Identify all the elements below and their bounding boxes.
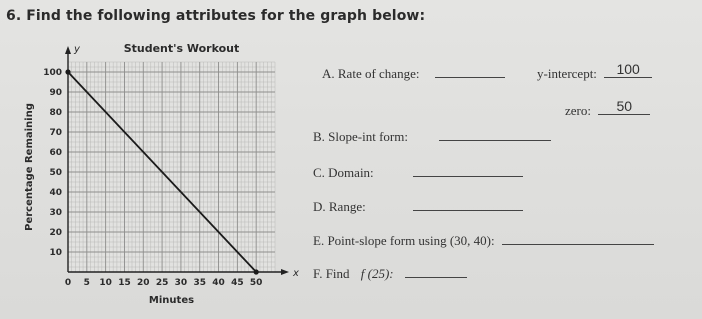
x-axis-letter: x xyxy=(293,268,299,279)
zero-label: zero: xyxy=(565,103,591,118)
data-point xyxy=(65,69,70,74)
x-tick-label: 25 xyxy=(155,278,169,288)
point-slope-blank[interactable] xyxy=(502,232,654,245)
y-tick-label: 100 xyxy=(43,68,62,78)
x-tick-label: 50 xyxy=(249,278,263,288)
chart-svg xyxy=(20,40,310,310)
y-tick-label: 30 xyxy=(49,208,62,218)
rate-of-change-blank[interactable] xyxy=(435,65,505,78)
y-tick-label: 70 xyxy=(49,128,62,138)
y-axis-letter: y xyxy=(74,44,80,55)
find-f-question xyxy=(313,265,467,282)
y-tick-label: 60 xyxy=(49,148,62,158)
data-point xyxy=(254,269,259,274)
x-tick-label: 20 xyxy=(137,278,150,288)
range-label: D. Range: xyxy=(313,199,366,214)
y-tick-label: 80 xyxy=(49,108,62,118)
question-heading: 6. Find the following attributes for the graph below: xyxy=(6,8,426,24)
y-tick-label: 90 xyxy=(49,88,62,98)
y-tick-label: 40 xyxy=(49,188,62,198)
x-axis-arrow xyxy=(281,269,289,275)
zero-answer: 50 xyxy=(616,98,633,114)
zero-question xyxy=(565,98,650,119)
find-f-expression: f (25): xyxy=(360,266,394,281)
x-axis-label: Minutes xyxy=(148,295,195,306)
slope-int-blank[interactable] xyxy=(439,128,551,141)
domain-blank[interactable] xyxy=(413,164,523,177)
x-tick-label: 45 xyxy=(231,278,244,288)
x-tick-label: 30 xyxy=(174,278,188,288)
find-f-label: F. Find xyxy=(313,266,350,281)
y-axis-arrow xyxy=(65,46,71,54)
slope-int-question xyxy=(313,128,551,145)
x-tick-label: 40 xyxy=(212,278,225,288)
x-tick-label: 10 xyxy=(99,278,112,288)
y-axis-label: Percentage Remaining xyxy=(24,103,35,231)
y-intercept-answer: 100 xyxy=(616,61,640,77)
y-tick-label: 20 xyxy=(49,228,62,238)
point-slope-label: E. Point-slope form using (30, 40): xyxy=(313,233,495,248)
chart-title: Student's Workout xyxy=(123,42,240,55)
point-slope-question xyxy=(313,232,654,249)
x-tick-label: 5 xyxy=(83,278,90,288)
y-intercept-label: y-intercept: xyxy=(537,66,597,81)
range-question xyxy=(313,198,523,215)
x-tick-label: 0 xyxy=(64,278,72,288)
domain-question xyxy=(313,164,523,181)
find-f-blank[interactable] xyxy=(405,265,467,278)
rate-of-change-label: A. Rate of change: xyxy=(322,66,420,81)
range-blank[interactable] xyxy=(413,198,523,211)
x-tick-label: 35 xyxy=(193,278,206,288)
workout-chart xyxy=(20,40,310,310)
slope-int-label: B. Slope-int form: xyxy=(313,129,408,144)
y-tick-label: 10 xyxy=(49,248,62,258)
y-tick-label: 50 xyxy=(49,168,62,178)
rate-of-change-question xyxy=(322,65,505,82)
y-intercept-question xyxy=(537,61,652,82)
zero-blank[interactable] xyxy=(598,98,650,115)
x-tick-label: 15 xyxy=(118,278,131,288)
y-intercept-blank[interactable] xyxy=(604,61,652,78)
domain-label: C. Domain: xyxy=(313,165,374,180)
